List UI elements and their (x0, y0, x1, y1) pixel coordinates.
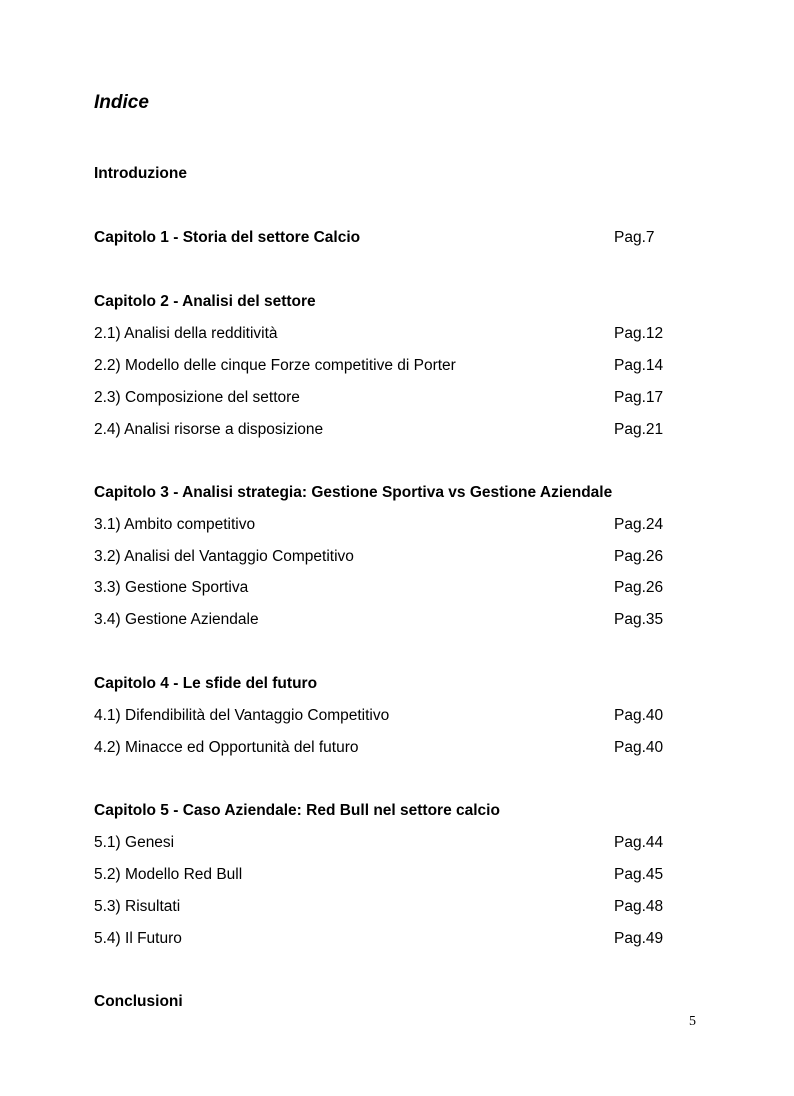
toc-section-5-4: 5.4) Il Futuro (94, 930, 182, 947)
toc-section-4-2: 4.2) Minacce ed Opportunità del futuro (94, 739, 359, 756)
toc-chapter-1: Capitolo 1 - Storia del settore Calcio (94, 229, 361, 246)
toc-section-5-3: 5.3) Risultati (94, 898, 181, 915)
toc-section-3-3-page: Pag.26 (614, 579, 664, 596)
toc-section-2-1-page: Pag.12 (614, 325, 664, 342)
toc-section-2-2: 2.2) Modello delle cinque Forze competitive di Porter (94, 357, 456, 374)
toc-section-5-2-page: Pag.45 (614, 866, 664, 883)
toc-section-3-1: 3.1) Ambito competitivo (94, 516, 256, 533)
page-title: Indice (94, 92, 149, 113)
toc-section-5-3-page: Pag.48 (614, 898, 664, 915)
toc-section-3-3: 3.3) Gestione Sportiva (94, 579, 249, 596)
toc-section-3-1-page: Pag.24 (614, 516, 664, 533)
toc-section-5-1-page: Pag.44 (614, 834, 664, 851)
toc-section-5-1: 5.1) Genesi (94, 834, 175, 851)
toc-chapter-2: Capitolo 2 - Analisi del settore (94, 293, 316, 310)
toc-section-4-1: 4.1) Difendibilità del Vantaggio Competitivo (94, 707, 390, 724)
toc-chapter-3: Capitolo 3 - Analisi strategia: Gestione Sportiva vs Gestione Aziendale (94, 484, 613, 501)
toc-section-2-3: 2.3) Composizione del settore (94, 389, 300, 406)
toc-section-2-4-page: Pag.21 (614, 421, 664, 438)
toc-section-2-4: 2.4) Analisi risorse a disposizione (94, 421, 324, 438)
toc-section-3-4: 3.4) Gestione Aziendale (94, 611, 259, 628)
toc-chapter-5: Capitolo 5 - Caso Aziendale: Red Bull nel settore calcio (94, 802, 500, 819)
toc-section-4-2-page: Pag.40 (614, 739, 664, 756)
page-number: 5 (689, 1014, 696, 1029)
toc-section-3-2: 3.2) Analisi del Vantaggio Competitivo (94, 548, 354, 565)
toc-section-5-4-page: Pag.49 (614, 930, 664, 947)
toc-conclusions: Conclusioni (94, 993, 183, 1010)
toc-section-2-3-page: Pag.17 (614, 389, 664, 406)
toc-section-3-4-page: Pag.35 (614, 611, 664, 628)
toc-chapter-4: Capitolo 4 - Le sfide del futuro (94, 675, 318, 692)
toc-chapter-1-page: Pag.7 (614, 229, 655, 246)
toc-section-3-2-page: Pag.26 (614, 548, 664, 565)
toc-section-4-1-page: Pag.40 (614, 707, 664, 724)
toc-section-2-1: 2.1) Analisi della redditività (94, 325, 278, 342)
toc-introduction: Introduzione (94, 165, 187, 182)
toc-section-2-2-page: Pag.14 (614, 357, 664, 374)
toc-section-5-2: 5.2) Modello Red Bull (94, 866, 243, 883)
